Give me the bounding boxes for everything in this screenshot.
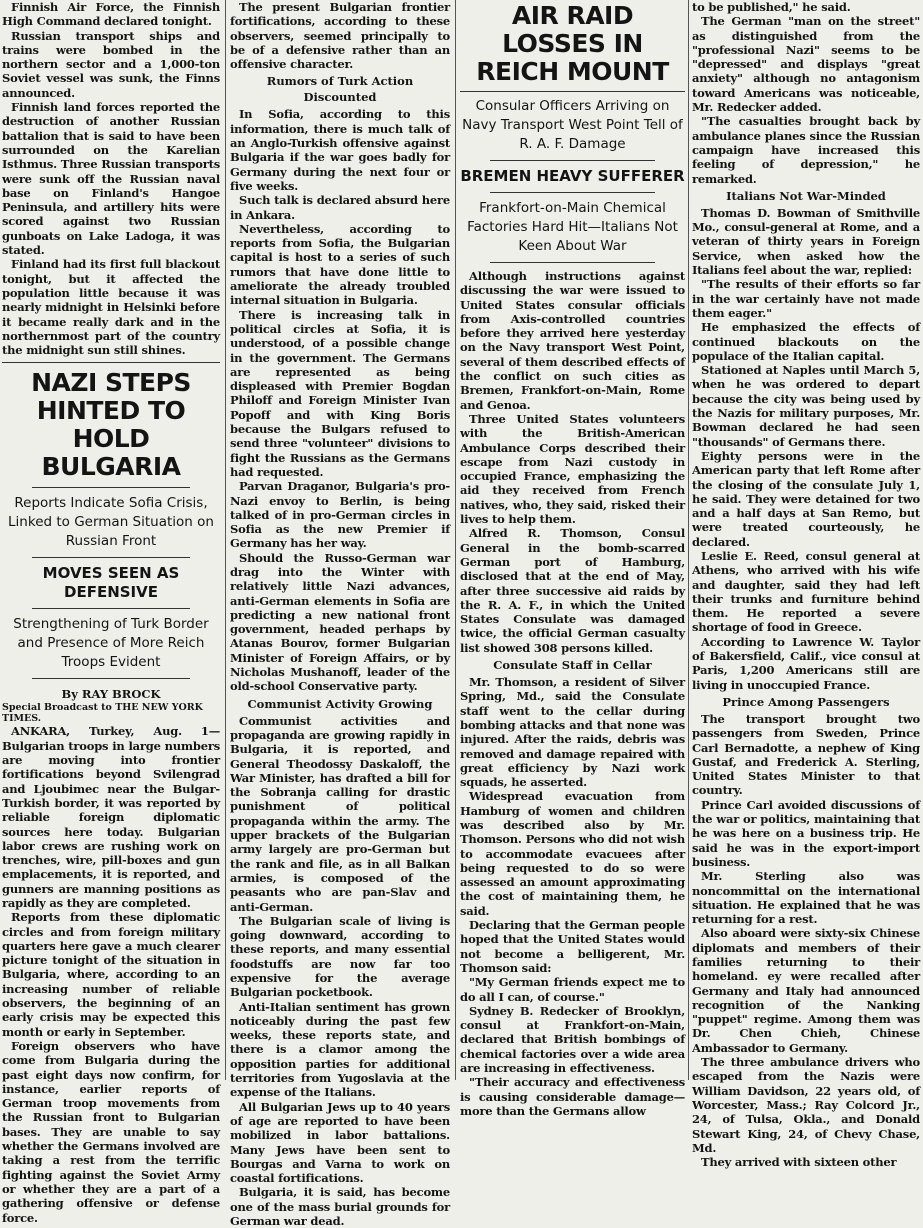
divider — [32, 487, 190, 488]
column-rule — [688, 0, 689, 1080]
headline: AIR RAID LOSSES IN REICH MOUNT — [476, 1, 669, 86]
paragraph: ANKARA, Turkey, Aug. 1— Bulgarian troops in large numbers are moving into frontier fortifications beyond Svilengrad and Ljoubimec near the Bulgar-Turkish border, it was reported by reliable foreign diplomatic sources here today. Bulgarian labor crews are rushing work on trenches, wire, pill-boxes and gun emplacements, it is reported, and gunners are manning positions as rapidly as they are completed. — [2, 724, 220, 910]
paragraph: Should the Russo-German war drag into the Winter with relatively little Nazi advances, anti-German elements in Sofia are predicting a new national front government, headed perhaps by Atanas Bourov, former Bulgarian Minister of Foreign Affairs, or by Nicholas Mushanoff, leader of the old-school Conservative party. — [230, 550, 450, 694]
paragraph: Reports from these diplomatic circles and from foreign military quarters here gave a much clearer picture tonight of the situation in Bulgaria, where, according to an increasing number of reliable observers, the beginning of an early crisis may be expected this month or early in September. — [2, 910, 220, 1039]
paragraph: Although instructions against discussing the war were issued to United States consular officials from Axis-controlled countries before they arrived here yesterday on the Navy transport West Point, several of them described effects of the conflict on such cities as Bremen, Frankfort-on-Main, Rome and Genoa. — [460, 269, 685, 412]
deck: Strengthening of Turk Border and Presence of More Reich Troops Evident — [13, 616, 209, 671]
paragraph: Bulgaria, it is said, has become one of the mass burial grounds for German war dead. — [230, 1185, 450, 1228]
paragraph: The transport brought two passengers from Sweden, Prince Carl Bernadotte, a nephew of King Gustaf, and Frederick A. Sterling, United States Minister to that country. — [692, 711, 920, 798]
paragraph: The present Bulgarian frontier fortifications, according to these observers, seemed principally to be of a defensive rather than an offensive character. — [230, 0, 450, 72]
credit-line: Special Broadcast to THE NEW YORK TIMES. — [2, 702, 203, 725]
deck-caps: MOVES SEEN AS DEFENSIVE — [42, 564, 180, 602]
column-3 — [460, 0, 685, 1118]
headline: NAZI STEPS HINTED TO HOLD BULGARIA — [31, 368, 191, 482]
paragraph: All Bulgarian Jews up to 40 years of age are reported to have been mobilized in labor battalions. Many Jews have been sent to Bourgas and Varna to work on coastal fortifications. — [230, 1099, 450, 1186]
paragraph: "My German friends expect me to do all I can, of course." — [460, 975, 685, 1004]
paragraph: The German "man on the street" as distinguished from the "professional Nazi" seems to be "depressed" and displays "great anxiety" although no antagonism toward Americans was noticeable, Mr. Redecker added. — [692, 14, 920, 115]
paragraph: Also aboard were sixty-six Chinese diplomats and members of their families returning to their homeland. ey were recalled after Germany and Italy had announced recognition of the Nanking "puppet" regime. Among them was Dr. Chen Chieh, Chinese Ambassador to Germany. — [692, 926, 920, 1055]
paragraph: "The casualties brought back by ambulance planes since the Russian campaign have increased this feeling of depression," he remarked. — [692, 114, 920, 186]
column-rule — [225, 0, 226, 1080]
paragraph: Such talk is declared absurd here in Ankara. — [230, 193, 450, 222]
deck: Reports Indicate Sofia Crisis, Linked to German Situation on Russian Front — [8, 495, 214, 550]
paragraph: He emphasized the effects of continued blackouts on the populace of the Italian capital. — [692, 320, 920, 363]
paragraph: Anti-Italian sentiment has grown noticeably during the past few weeks, these reports state, and there is a clamor among the opposition parties for additional territories from Yugoslavia at the expense of the Italians. — [230, 999, 450, 1100]
paragraph: Stationed at Naples until March 5, when he was ordered to depart because the city was being used by the Nazis for military purposes, Mr. Bowman declared he had seen "thousands" of Germans there. — [692, 363, 920, 449]
paragraph: In Sofia, according to this information, there is much talk of an Anglo-Turkish offensive against Bulgaria if the war goes badly for Germany during the next four or five weeks. — [230, 107, 450, 193]
paragraph: Foreign observers who have come from Bulgaria during the past eight days now confirm, for instance, earlier reports of German troop movements from the Russian front to Bulgarian bases. They are unable to say whether the Germans involved are taking a rest from the terrific fighting against the Soviet Army or whether they are a part of a gathering offensive or defense force. — [2, 1038, 220, 1225]
divider — [32, 608, 190, 609]
paragraph: "Their accuracy and effectiveness is causing considerable damage—more than the Germans allow — [460, 1075, 685, 1118]
subhead: Communist Activity Growing — [247, 696, 433, 711]
paragraph: "The results of their efforts so far in the war certainly have not made them eager." — [692, 277, 920, 320]
subhead: Rumors of Turk Action Discounted — [266, 74, 414, 105]
paragraph: Sydney B. Redecker of Brooklyn, consul at Frankfort-on-Main, declared that British bombings of chemical factories over a wide area are increasing in effectiveness. — [460, 1003, 685, 1076]
paragraph: Declaring that the German people hoped that the United States would not become a belligerent, Mr. Thomson said: — [460, 918, 685, 975]
paragraph: They arrived with sixteen other — [701, 1155, 897, 1170]
paragraph: to be published," he said. — [692, 0, 851, 14]
paragraph: Parvan Draganor, Bulgaria's pro-Nazi envoy to Berlin, is being talked of in pro-German circles in Sofia as the new Premier if Germany has her way. — [230, 479, 450, 551]
divider — [2, 362, 220, 363]
paragraph: Leslie E. Reed, consul general at Athens, who arrived with his wife and daughter, said they had left their trunks and furniture behind them. He reported a severe shortage of food in Greece. — [692, 548, 920, 635]
subhead: Italians Not War-Minded — [726, 188, 886, 203]
deck-caps: BREMEN HEAVY SUFFERER — [460, 167, 685, 185]
divider — [460, 91, 685, 92]
paragraph: Alfred R. Thomson, Consul General in the bomb-scarred German port of Hamburg, disclosed that at the end of May, after three successive aid raids by the R. A. F., in which the United States Consulate was damaged twice, the official German casualty list showed 308 persons killed. — [460, 526, 685, 655]
paragraph: The three ambulance drivers who escaped from the Nazis were William Davidson, 22 years old, of Worcester, Mass.; Ray Colcord Jr., 24, of Tulsa, Okla., and Donald Stewart King, 24, of Chevy Chase, Md. — [692, 1055, 920, 1155]
paragraph: The Bulgarian scale of living is going downward, according to these reports, and many essential foodstuffs are now far too expensive for the average Bulgarian pocketbook. — [230, 913, 450, 1000]
subhead: Prince Among Passengers — [722, 694, 890, 709]
column-2 — [230, 0, 450, 1228]
paragraph: Eighty persons were in the American party that left Rome after the closing of the consulate July 1, he said. They were detained for two and a half days at San Remo, but were treated courteously, he declared. — [692, 448, 920, 549]
column-rule — [455, 0, 456, 1080]
paragraph: Widespread evacuation from Hamburg of women and children was described also by Mr. Thomson. Persons who did not wish to accommodate evacuees after being requested to do so were assessed an amount approximating the cost of maintaining them, he said. — [460, 789, 685, 918]
column-4 — [692, 0, 920, 1170]
paragraph: Mr. Sterling also was noncommittal on the international situation. He explained that he was returning for a rest. — [692, 869, 920, 927]
paragraph: Russian transport ships and trains were bombed in the northern sector and a 1,000-ton Soviet vessel was sunk, the Finns announced. — [2, 28, 220, 100]
paragraph: Mr. Thomson, a resident of Silver Spring, Md., said the Consulate staff went to the cellar during bombing attacks and that none was injured. After the raids, debris was removed and damage repaired with great efficiency by Nazi work squads, he asserted. — [460, 675, 685, 790]
divider — [490, 262, 655, 263]
paragraph: Thomas D. Bowman of Smithville Mo., consul-general at Rome, and a veteran of thirty years in Foreign Service, when asked how the Italians feel about the war, replied: — [692, 205, 920, 278]
subhead: Consulate Staff in Cellar — [493, 658, 652, 673]
deck: Frankfort-on-Main Chemical Factories Hard Hit—Italians Not Keen About War — [467, 200, 678, 254]
divider — [32, 678, 190, 679]
paragraph: There is increasing talk in political circles at Sofia, it is understood, of a possible change in the government. The Germans are represented as being displeased with Premier Bogdan Philoff and Foreign Minister Ivan Popoff and with King Boris because the Bulgars refused to send three "volunteer" divisions to fight the Russians as the Germans had requested. — [230, 307, 450, 479]
paragraph: Finnish Air Force, the Finnish High Command declared tonight. — [2, 0, 220, 29]
paragraph: Three United States volunteers with the British-American Ambulance Corps described their escape from Nazi custody in occupied France, emphasizing the aid they received from French natives, who, they said, risked their lives to help them. — [460, 411, 685, 527]
paragraph: Finland had its first full blackout tonight, but it affected the population little because it was nearly midnight in Helsinki before it became really dark and in the northernmost part of the country the midnight sun still shines. — [2, 257, 220, 358]
paragraph: Finnish land forces reported the destruction of another Russian battalion that is said to have been surrounded on the Karelian Isthmus. Three Russian transports were sunk off the Russian naval base on Finland's Hangoe Peninsula, and artillery hits were scored against two Russian gunboats on Lake Ladoga, it was stated. — [2, 100, 220, 258]
paragraph: According to Lawrence W. Taylor of Bakersfield, Calif., vice consul at Paris, 1,200 Americans still are living in unoccupied France. — [692, 634, 920, 692]
column-1 — [2, 0, 220, 1225]
byline: By RAY BROCK — [61, 687, 161, 702]
deck: Consular Officers Arriving on Navy Transport West Point Tell of R. A. F. Damage — [462, 98, 683, 152]
divider — [32, 557, 190, 558]
paragraph: Nevertheless, according to reports from Sofia, the Bulgarian capital is host to a series of such rumors that have done little to ameliorate the already troubled internal situation in Bulgaria. — [230, 221, 450, 308]
divider — [490, 192, 655, 193]
paragraph: Communist activities and propaganda are growing rapidly in Bulgaria, it is reported, and General Theodossy Daskaloff, the War Minister, has drafted a bill for the Sobranja calling for drastic punishment of political propaganda within the army. The upper brackets of the Bulgarian army largely are pro-German but the rank and file, as in all Balkan armies, is composed of the peasants who are pan-Slav and anti-German. — [230, 713, 450, 914]
paragraph: Prince Carl avoided discussions of the war or politics, maintaining that he was here on a business trip. He said he was in the export-import business. — [692, 797, 920, 869]
divider — [490, 160, 655, 161]
